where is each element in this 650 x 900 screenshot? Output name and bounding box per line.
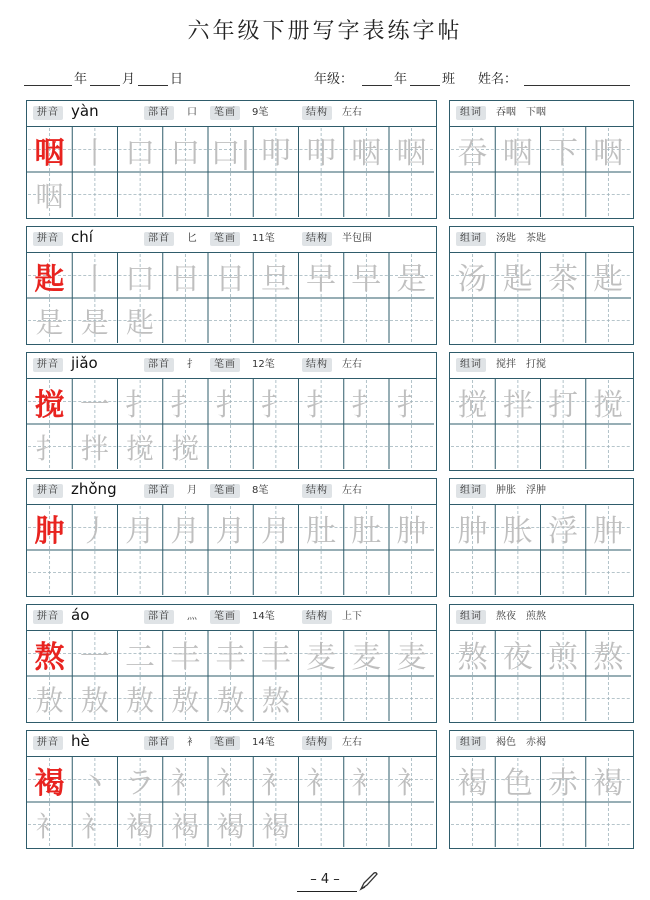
word-character: 色 xyxy=(502,765,533,801)
stroke-step: 扌 xyxy=(306,387,336,423)
name-label: 姓名： xyxy=(478,72,518,87)
word-character: 褐 xyxy=(593,765,624,801)
stroke-step: 肚 xyxy=(306,513,336,549)
word-character: 汤 xyxy=(457,261,488,297)
word-character: 搅 xyxy=(593,387,624,423)
stroke-step: 丨 xyxy=(79,261,110,297)
pinyin-value: chí xyxy=(71,228,93,246)
words-value: 搅拌 打搅 xyxy=(496,359,546,370)
stroke-step: 衤 xyxy=(396,765,427,801)
words-header xyxy=(450,353,633,379)
pinyin-value: jiǎo xyxy=(71,354,98,372)
structure-tag: 结构 xyxy=(302,610,332,624)
word-character: 夜 xyxy=(502,639,533,675)
word-character: 打 xyxy=(548,387,578,423)
page-number-underline xyxy=(297,891,357,892)
stroke-step: 叩 xyxy=(306,135,336,171)
char-info-header xyxy=(27,353,436,379)
strokes-value: 8笔 xyxy=(252,485,269,496)
words-tag: 组词 xyxy=(456,106,486,120)
stroke-step: 丰 xyxy=(260,639,291,675)
info-row xyxy=(24,68,632,88)
pinyin-tag: 拼音 xyxy=(33,610,63,624)
stroke-step: 一 xyxy=(79,639,110,675)
strokes-tag: 笔画 xyxy=(210,232,240,246)
word-character: 肿 xyxy=(457,513,488,549)
radical-tag: 部首 xyxy=(144,610,174,624)
stroke-step: 口| xyxy=(210,135,251,171)
pinyin-value: áo xyxy=(71,606,90,624)
stroke-step: 衤 xyxy=(306,765,336,801)
stroke-step: 扌 xyxy=(125,387,155,423)
pinyin-tag: 拼音 xyxy=(33,232,63,246)
practice-panel xyxy=(26,226,437,345)
trace-character: 敖 xyxy=(35,683,64,717)
pinyin-value: zhǒng xyxy=(71,480,117,498)
pinyin-value: hè xyxy=(71,732,90,750)
day-label: 日 xyxy=(170,72,184,87)
stroke-step: 是 xyxy=(396,261,427,297)
grade-year-label: 年 xyxy=(394,72,408,87)
stroke-step: ラ xyxy=(125,765,155,801)
stroke-step: 麦 xyxy=(351,639,382,675)
entry-4 xyxy=(26,604,633,722)
word-character: 胀 xyxy=(502,513,533,549)
word-character: 匙 xyxy=(502,261,533,297)
word-character: 匙 xyxy=(593,261,624,297)
strokes-tag: 笔画 xyxy=(210,484,240,498)
word-character: 吞 xyxy=(457,135,488,171)
radical-tag: 部首 xyxy=(144,484,174,498)
words-tag: 组词 xyxy=(456,610,486,624)
trace-character: 敖 xyxy=(216,683,245,717)
writing-grid[interactable] xyxy=(27,379,434,469)
strokes-tag: 笔画 xyxy=(210,106,240,120)
structure-value: 左右 xyxy=(342,107,362,118)
entry-5 xyxy=(26,730,633,848)
word-character: 肿 xyxy=(593,513,624,549)
practice-panel xyxy=(26,604,437,723)
words-header xyxy=(450,479,633,505)
trace-character: 匙 xyxy=(125,305,154,339)
radical-value: 灬 xyxy=(187,611,197,622)
name-blank[interactable] xyxy=(524,85,630,86)
strokes-tag: 笔画 xyxy=(210,610,240,624)
trace-character: 衤 xyxy=(80,809,109,843)
strokes-value: 11笔 xyxy=(252,233,275,244)
stroke-step: 丿 xyxy=(79,513,110,549)
stroke-step: 一 xyxy=(79,387,110,423)
trace-character: 搅 xyxy=(125,431,154,465)
stroke-step: 日 xyxy=(215,261,246,297)
main-character: 匙 xyxy=(34,261,65,297)
words-header xyxy=(450,731,633,757)
writing-grid[interactable] xyxy=(27,631,434,721)
trace-character: 熬 xyxy=(261,683,290,717)
trace-character: 褐 xyxy=(125,809,154,843)
structure-tag: 结构 xyxy=(302,106,332,120)
stroke-step: 扌 xyxy=(351,387,382,423)
stroke-step: 月 xyxy=(215,513,246,549)
words-panel xyxy=(449,226,634,345)
stroke-step: 早 xyxy=(351,261,382,297)
writing-grid[interactable] xyxy=(27,505,434,595)
main-character: 熬 xyxy=(34,639,65,675)
year-label: 年 xyxy=(74,72,88,87)
trace-character: 是 xyxy=(35,305,64,339)
trace-character: 敖 xyxy=(80,683,109,717)
writing-grid[interactable] xyxy=(27,757,434,847)
words-header xyxy=(450,605,633,631)
trace-character: 敖 xyxy=(171,683,200,717)
trace-character: 衤 xyxy=(35,809,64,843)
word-character: 拌 xyxy=(502,387,533,423)
stroke-step: 衤 xyxy=(260,765,291,801)
practice-panel xyxy=(26,478,437,597)
radical-tag: 部首 xyxy=(144,232,174,246)
strokes-value: 9笔 xyxy=(252,107,269,118)
words-grid[interactable] xyxy=(450,379,631,469)
stroke-step: 扌 xyxy=(215,387,246,423)
stroke-step: 丰 xyxy=(170,639,201,675)
structure-value: 左右 xyxy=(342,485,362,496)
entry-3 xyxy=(26,478,633,596)
words-panel xyxy=(449,730,634,849)
words-grid[interactable] xyxy=(450,253,631,343)
words-grid[interactable] xyxy=(450,505,631,595)
words-tag: 组词 xyxy=(456,358,486,372)
strokes-value: 14笔 xyxy=(252,737,275,748)
trace-character: 咽 xyxy=(35,179,64,213)
words-panel xyxy=(449,100,634,219)
words-grid[interactable] xyxy=(450,631,631,721)
words-grid[interactable] xyxy=(450,127,631,217)
stroke-step: 早 xyxy=(306,261,336,297)
practice-panel xyxy=(26,100,437,219)
stroke-step: 扌 xyxy=(260,387,291,423)
structure-tag: 结构 xyxy=(302,736,332,750)
day-blank[interactable] xyxy=(138,85,168,86)
words-panel xyxy=(449,478,634,597)
word-character: 赤 xyxy=(548,765,578,801)
words-value: 肿胀 浮肿 xyxy=(496,485,546,496)
stroke-step: 咽 xyxy=(396,135,427,171)
structure-tag: 结构 xyxy=(302,358,332,372)
radical-tag: 部首 xyxy=(144,358,174,372)
pinyin-tag: 拼音 xyxy=(33,484,63,498)
word-character: 浮 xyxy=(548,513,578,549)
radical-value: 月 xyxy=(187,485,197,496)
stroke-step: 月 xyxy=(260,513,291,549)
words-value: 熬夜 煎熬 xyxy=(496,611,546,622)
radical-value: 口 xyxy=(187,107,197,118)
page-number: – 4 – xyxy=(310,872,340,887)
main-character: 咽 xyxy=(34,135,65,171)
month-blank[interactable] xyxy=(90,85,120,86)
word-character: 煎 xyxy=(548,639,578,675)
radical-value: 扌 xyxy=(187,359,197,370)
grade-blank[interactable] xyxy=(362,85,392,86)
entry-0 xyxy=(26,100,633,218)
word-character: 搅 xyxy=(457,387,488,423)
words-tag: 组词 xyxy=(456,484,486,498)
word-character: 褐 xyxy=(457,765,488,801)
trace-character: 褐 xyxy=(261,809,290,843)
stroke-step: 月 xyxy=(125,513,155,549)
char-info-header xyxy=(27,479,436,505)
words-value: 褐色 赤褐 xyxy=(496,737,546,748)
stroke-step: 咽 xyxy=(351,135,382,171)
main-character: 肿 xyxy=(34,513,65,549)
grade-label: 年级： xyxy=(314,72,354,87)
word-character: 咽 xyxy=(593,135,624,171)
radical-tag: 部首 xyxy=(144,106,174,120)
stroke-step: 丨 xyxy=(79,135,110,171)
stroke-step: 叩 xyxy=(260,135,291,171)
char-info-header xyxy=(27,101,436,127)
page-title: 六年级下册写字表练字帖 xyxy=(187,19,463,44)
stroke-step: 日 xyxy=(170,261,201,297)
words-grid[interactable] xyxy=(450,757,631,847)
stroke-step: 口 xyxy=(125,135,155,171)
words-header xyxy=(450,227,633,253)
stroke-step: 月 xyxy=(170,513,201,549)
stroke-step: 旦 xyxy=(260,261,291,297)
practice-panel xyxy=(26,730,437,849)
words-value: 汤匙 茶匙 xyxy=(496,233,546,244)
trace-character: 褐 xyxy=(216,809,245,843)
entry-2 xyxy=(26,352,633,470)
stroke-step: 麦 xyxy=(396,639,427,675)
structure-value: 左右 xyxy=(342,359,362,370)
trace-character: 扌 xyxy=(35,431,64,465)
words-value: 吞咽 下咽 xyxy=(496,107,546,118)
trace-character: 搅 xyxy=(171,431,200,465)
char-info-header xyxy=(27,731,436,757)
radical-value: 衤 xyxy=(187,737,197,748)
writing-grid[interactable] xyxy=(27,253,434,343)
word-character: 熬 xyxy=(593,639,624,675)
words-header xyxy=(450,101,633,127)
strokes-tag: 笔画 xyxy=(210,358,240,372)
practice-panel xyxy=(26,352,437,471)
stroke-step: 二 xyxy=(125,639,155,675)
stroke-step: 衤 xyxy=(351,765,382,801)
pinyin-tag: 拼音 xyxy=(33,736,63,750)
year-blank[interactable] xyxy=(24,85,72,86)
structure-value: 半包围 xyxy=(342,233,372,244)
radical-value: 匕 xyxy=(187,233,197,244)
main-character: 搅 xyxy=(34,387,65,423)
stroke-step: 丶 xyxy=(79,765,110,801)
trace-character: 敖 xyxy=(125,683,154,717)
structure-value: 左右 xyxy=(342,737,362,748)
strokes-value: 14笔 xyxy=(252,611,275,622)
month-label: 月 xyxy=(122,72,136,87)
strokes-value: 12笔 xyxy=(252,359,275,370)
stroke-step: 扌 xyxy=(396,387,427,423)
structure-tag: 结构 xyxy=(302,232,332,246)
pinyin-tag: 拼音 xyxy=(33,358,63,372)
stroke-step: 口 xyxy=(170,135,201,171)
pinyin-value: yàn xyxy=(71,102,99,120)
class-blank[interactable] xyxy=(410,85,440,86)
trace-character: 是 xyxy=(80,305,109,339)
stroke-step: 麦 xyxy=(306,639,336,675)
word-character: 茶 xyxy=(548,261,578,297)
word-character: 咽 xyxy=(502,135,533,171)
stroke-step: 口 xyxy=(125,261,155,297)
word-character: 熬 xyxy=(457,639,488,675)
words-panel xyxy=(449,604,634,723)
words-panel xyxy=(449,352,634,471)
class-label: 班 xyxy=(442,72,456,87)
structure-tag: 结构 xyxy=(302,484,332,498)
trace-character: 褐 xyxy=(171,809,200,843)
trace-character: 拌 xyxy=(80,431,109,465)
radical-tag: 部首 xyxy=(144,736,174,750)
writing-grid[interactable] xyxy=(27,127,434,217)
entry-1 xyxy=(26,226,633,344)
stroke-step: 肚 xyxy=(351,513,382,549)
stroke-step: 肿 xyxy=(396,513,427,549)
structure-value: 上下 xyxy=(342,611,362,622)
words-tag: 组词 xyxy=(456,736,486,750)
main-character: 褐 xyxy=(34,765,65,801)
stroke-step: 丰 xyxy=(215,639,246,675)
pen-icon xyxy=(358,870,380,892)
stroke-step: 衤 xyxy=(215,765,246,801)
stroke-step: 衤 xyxy=(170,765,201,801)
stroke-step: 扌 xyxy=(170,387,201,423)
pinyin-tag: 拼音 xyxy=(33,106,63,120)
char-info-header xyxy=(27,227,436,253)
words-tag: 组词 xyxy=(456,232,486,246)
word-character: 下 xyxy=(548,135,578,171)
char-info-header xyxy=(27,605,436,631)
strokes-tag: 笔画 xyxy=(210,736,240,750)
